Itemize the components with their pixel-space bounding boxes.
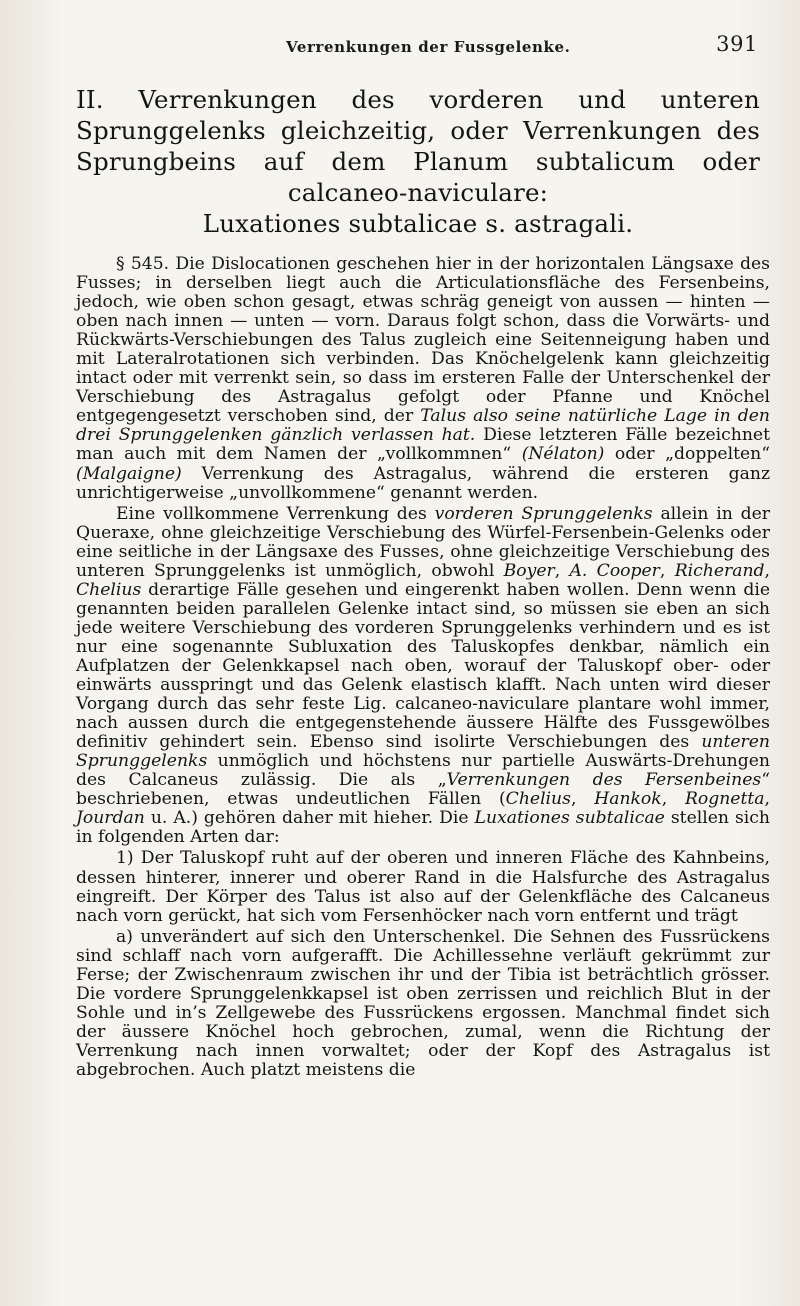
italic-run: Chelius — [505, 789, 571, 810]
text-run: oder „doppelten“ — [604, 444, 771, 465]
running-head — [76, 32, 770, 62]
text-run: , — [764, 789, 770, 810]
text-run: allein in der Queraxe, ohne gleichzeitige Verschiebung des Würfel-Fersenbein-Gelenks oder eine seitliche in der Längsaxe des Fusses, ohne gleichzeitige Verschiebung des unteren Sprunggelenks ist unmöglich, obwohl — [76, 503, 771, 581]
paragraph-545 — [76, 255, 770, 503]
italic-run: A. Cooper — [569, 560, 660, 581]
paragraph-case-1: 1) Der Taluskopf ruht auf der oberen und inneren Fläche des Kahnbeins, dessen hinterer, innerer und oberer Rand in die Halsfurche des Astragalus eingreift. Der Körper des Talus ist also auf der Gelenkfläche des Calcaneus nach vorn gerückt, hat sich vom Fersenhöcker nach vorn entfernt und trägt — [76, 848, 770, 926]
page-number: 391 — [716, 32, 758, 56]
italic-run: Richerand — [674, 560, 765, 581]
italic-run: Verrenkungen des Fersenbeines — [446, 770, 762, 791]
text-run: , — [570, 789, 595, 810]
body-text — [76, 255, 770, 1080]
running-title: Verrenkungen der Fussgelenke. — [286, 38, 571, 56]
italic-run: Hankok — [594, 789, 662, 810]
text-run: , — [659, 560, 675, 581]
text-run: stellen sich in folgenden Arten dar: — [76, 808, 770, 848]
text-run — [508, 406, 515, 426]
italic-run: Luxationes subtalicae — [474, 808, 665, 829]
italic-run: Talus — [420, 406, 467, 427]
section-heading-latin: Luxationes subtalicae s. astragali. — [202, 209, 634, 238]
section-heading — [76, 84, 760, 239]
text-run: Diese letzteren Fälle bezeichnet man auch mit dem Namen der „vollkommnen“ — [76, 425, 771, 465]
italic-run: seine natürliche Lage in den drei Sprunggelenken gänzlich verlassen hat. — [76, 406, 771, 446]
italic-run: also — [473, 406, 508, 427]
text-run: derartige Fälle gesehen und eingerenkt haben wollen. Denn wenn die genannten beiden parallelen Gelenke intact sind, so müssen sie eben an sich jede weitere Verschiebung des vorderen Sprunggelenks verhindern und es ist nur eine sogenannte Subluxation des Taluskopfes denkbar, nämlich ein Aufplatzen der Gelenkkapsel nach oben, worauf der Taluskopf ober- oder einwärts ausspringt und das Gelenk elastisch klafft. Nach unten wird dieser Vorgang durch das sehr feste Lig. calcaneo-naviculare plantare wohl immer, nach aussen durch die entgegenstehende äussere Hälfte des Fussgewölbes definitiv gehindert sein. Ebenso sind isolirte Verschiebungen des — [76, 579, 770, 753]
text-run: , — [661, 789, 685, 810]
italic-run: (Nélaton) — [521, 444, 605, 465]
text-run: “ beschriebenen, etwas undeutlichen Fällen ( — [76, 770, 770, 810]
text-run: Verrenkung des Astragalus, während die ersteren ganz unrichtigerweise „unvollkommene“ genannt werden. — [76, 463, 770, 503]
text-run: Eine vollkommene Verrenkung des — [116, 503, 435, 524]
section-heading-main: II. Verrenkungen des vorderen und unteren Sprunggelenks gleichzeitig, oder Verrenkungen des Sprungbeins auf dem Planum subtalicum oder calcaneo-naviculare: — [76, 85, 760, 207]
italic-run: vorderen Sprunggelenks — [434, 503, 653, 524]
italic-run: Boyer — [503, 560, 555, 581]
paragraph-vollkommene-verrenkung — [76, 505, 770, 848]
text-run: § 545. Die Dislocationen geschehen hier in der horizontalen Längsaxe des Fusses; in derselben liegt auch die Articulationsfläche des Fersenbeins, jedoch, wie oben schon gesagt, etwas schräg geneigt von aussen — hinten — oben nach innen — unten — vorn. Daraus folgt schon, dass die Vorwärts- und Rückwärts-Verschiebungen des Talus zugleich eine Seitenneigung haben und mit Lateralrotationen sich verbinden. Das Knöchelgelenk kann gleichzeitig intact oder mit verrenkt sein, so dass im ersteren Falle der Unterschenkel der Verschiebung des Astragalus gefolgt oder Pfanne und Knöchel entgegengesetzt verschoben sind, der — [76, 254, 770, 427]
italic-run: unteren Sprunggelenks — [76, 732, 770, 772]
text-run: u. A.) gehören daher mit hieher. Die — [144, 808, 475, 829]
italic-run: Rognetta — [684, 789, 765, 810]
italic-run: Chelius — [76, 579, 142, 600]
italic-run: (Malgaigne) — [76, 463, 182, 484]
paragraph-case-1a: a) unverändert auf sich den Unterschenkel. Die Sehnen des Fussrückens sind schlaff nach vorn aufgerafft. Die Achillessehne verläuft gekrümmt zur Ferse; der Zwischenraum zwischen ihr und der Tibia ist beträchtlich grösser. Die vordere Sprunggelenkkapsel ist oben zerrissen und reichlich Blut in der Sohle und in’s Zellgewebe des Fussrückens ergossen. Manchmal findet sich der äussere Knöchel hoch gebrochen, zumal, wenn die Richtung der Verrenkung nach innen vorwaltet; oder der Kopf des Astragalus ist abgebrochen. Auch platzt meistens die — [76, 926, 770, 1080]
text-run: , — [764, 560, 770, 581]
text-run: , — [554, 560, 570, 581]
text-run: unmöglich und höchstens nur partielle Auswärts-Drehungen des Calcaneus zulässig. Die als „ — [76, 751, 770, 791]
italic-run: Jourdan — [76, 808, 145, 829]
